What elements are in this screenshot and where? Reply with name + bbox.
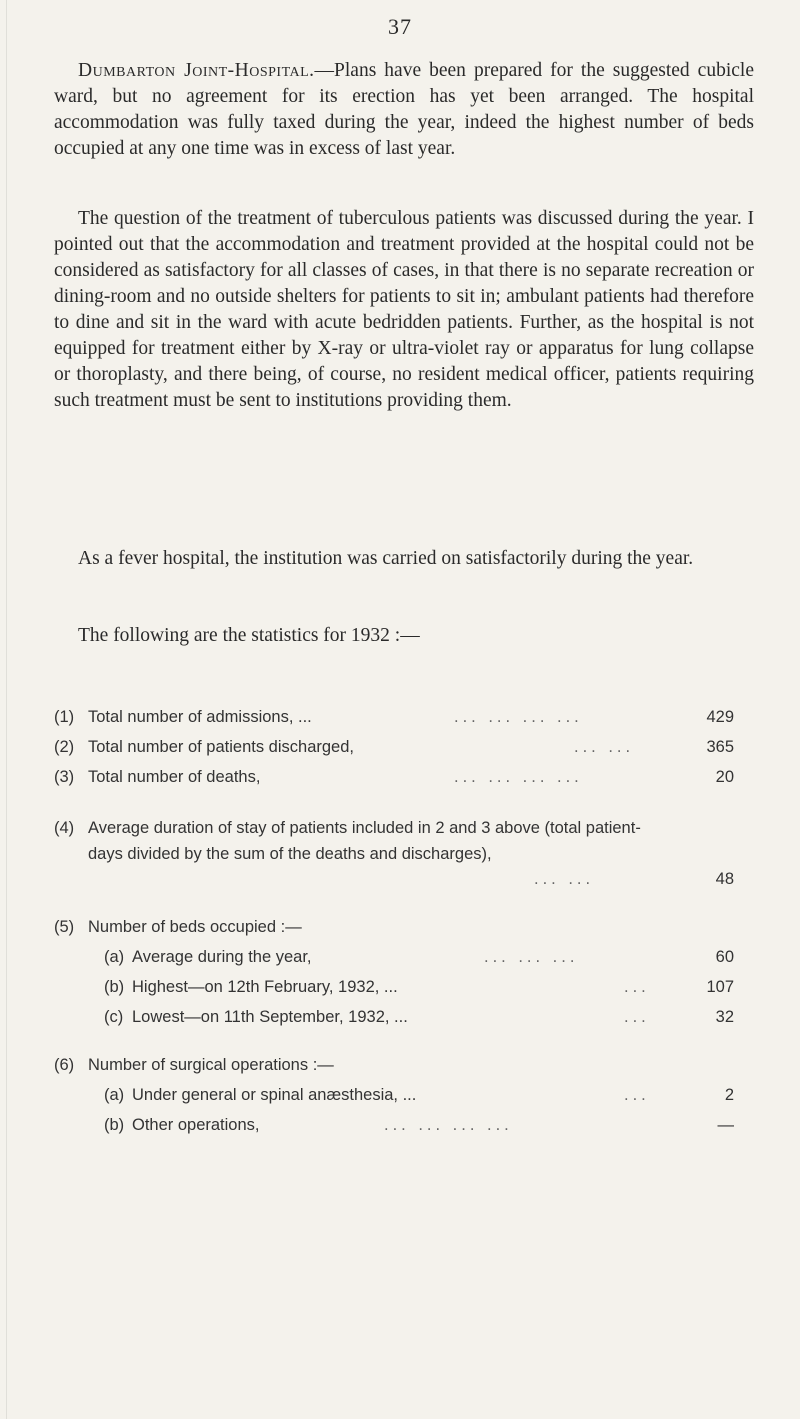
paragraph-tuberculous: The question of the treatment of tuberculous patients was discussed during the year. I pointed out that the accommodation and treatment provided at the hospital could not be considered as satisfactory for all classes of cases, in that there is no separate recreation or dining-room and no outside shelters for patients to sit in; ambulant patients had therefore to dine and sit in the ward with acute bedridden patients. Further, as the hospital is not equipped for treatment either by X-ray or ultra-violet ray or apparatus for lung collapse or thoroplasty, and there being, of course, no resident medical officer, patients requiring such treatment must be sent to institutions providing them. [54, 208, 754, 411]
stat-number: (3) [54, 768, 75, 786]
leader-dots: ... [624, 1008, 650, 1026]
stat-label: Average duration of stay of patients included in 2 and 3 above (total patient-days divided by the sum of the deaths and discharges), [88, 819, 641, 863]
stat-value: 365 [706, 738, 734, 756]
paragraph-fever-hospital: As a fever hospital, the institution was carried on satisfactorily during the year. [78, 548, 694, 569]
stat-value: 2 [724, 1086, 734, 1104]
stat-value: 429 [706, 708, 734, 726]
stat-row-operations-other [54, 1113, 734, 1137]
page-edge-shadow [6, 0, 7, 1419]
stat-row-admissions [54, 705, 734, 729]
stat-number: (b) [104, 1116, 125, 1134]
paragraph-text: —Plans have been prepared for the suggested cubicle ward, but no agreement for its erection has yet been arranged. The hospital accommodation was fully taxed during the year, indeed the highest number of beds occupied at any one time was in excess of last year. [54, 60, 754, 159]
stat-row-beds-average [54, 945, 734, 969]
stat-number: (6) [54, 1056, 75, 1074]
stat-label: Other operations, [132, 1116, 260, 1134]
stat-row-beds-highest [54, 975, 734, 999]
stat-row-average-duration-value [54, 867, 734, 891]
stat-label: Lowest—on 11th September, 1932, ... [132, 1008, 408, 1026]
leader-dots: ... ... [574, 738, 635, 756]
stat-row-beds-lowest [54, 1005, 734, 1029]
stat-value: 32 [715, 1008, 734, 1026]
stat-value: 107 [706, 978, 734, 996]
stat-label: Number of surgical operations :— [88, 1056, 334, 1074]
leader-dots: ... ... ... ... [454, 708, 583, 726]
stat-number: (2) [54, 738, 75, 756]
stat-row-beds-occupied [54, 915, 734, 939]
leader-dots: ... ... ... [484, 948, 579, 966]
stat-label: Average during the year, [132, 948, 312, 966]
section-heading: Dumbarton Joint-Hospital. [78, 60, 315, 81]
page-number: 37 [388, 14, 412, 39]
stat-label: Total number of deaths, [88, 768, 261, 786]
stat-label: Number of beds occupied :— [88, 918, 302, 936]
stat-value: 60 [715, 948, 734, 966]
stat-label: Total number of patients discharged, [88, 738, 354, 756]
stat-value: 20 [715, 768, 734, 786]
leader-dots: ... [624, 1086, 650, 1104]
paragraph-dumbarton [54, 58, 754, 162]
stat-number: (a) [104, 948, 125, 966]
stat-number: (b) [104, 978, 125, 996]
stat-value: — [717, 1116, 734, 1134]
stat-row-surgical-operations [54, 1053, 734, 1077]
leader-dots: ... [624, 978, 650, 996]
stat-label: Highest—on 12th February, 1932, ... [132, 978, 398, 996]
stat-number: (5) [54, 918, 75, 936]
stat-label: Total number of admissions, ... [88, 708, 312, 726]
leader-dots: ... ... ... ... [384, 1116, 513, 1134]
leader-dots: ... ... [534, 870, 595, 888]
leader-dots: ... ... ... ... [454, 768, 583, 786]
stat-value: 48 [715, 870, 734, 888]
stat-row-deaths [54, 765, 734, 789]
stat-label: Under general or spinal anæsthesia, ... [132, 1086, 417, 1104]
stat-number: (1) [54, 708, 75, 726]
stat-number: (c) [104, 1008, 124, 1026]
stat-row-operations-anaesthesia [54, 1083, 734, 1107]
stat-row-discharged [54, 735, 734, 759]
stat-number: (a) [104, 1086, 125, 1104]
paragraph-statistics-intro: The following are the statistics for 1932 :— [78, 625, 420, 646]
stat-number: (4) [54, 819, 75, 837]
